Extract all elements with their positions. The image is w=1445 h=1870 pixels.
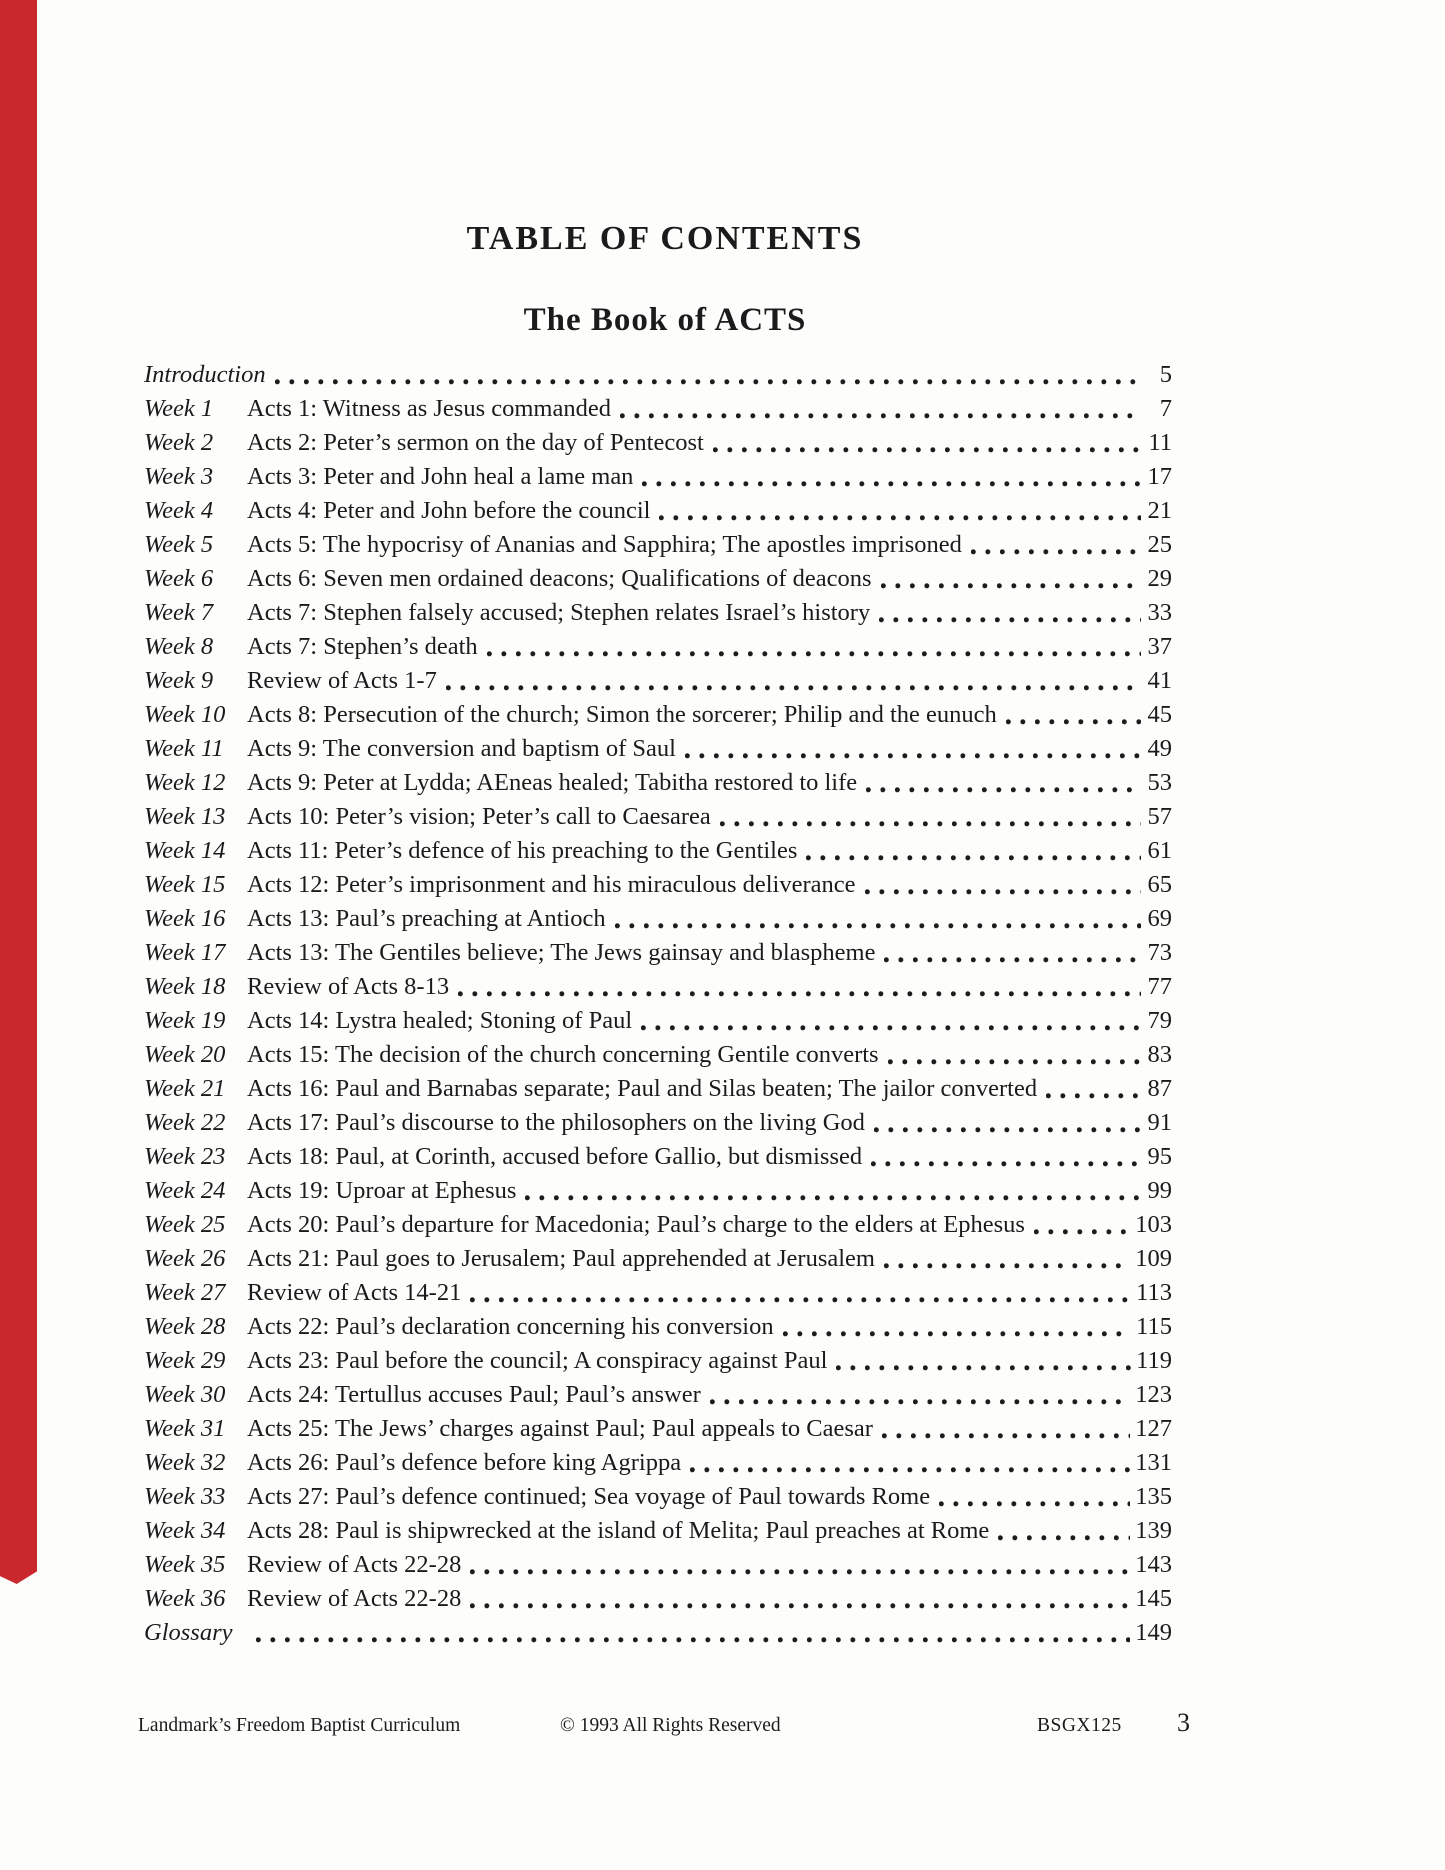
toc-row — [144, 1582, 1172, 1616]
toc-row — [144, 1174, 1172, 1208]
toc-row — [144, 1616, 1172, 1650]
toc-row-label: Week 29 — [144, 1347, 226, 1374]
toc-row-title: Acts 20: Paul’s departure for Macedonia; Paul’s charge to the elders at Ephesus — [247, 1211, 1025, 1238]
toc-row-title: Acts 1: Witness as Jesus commanded — [247, 395, 611, 422]
toc-row — [144, 664, 1172, 698]
toc-row — [144, 1140, 1172, 1174]
toc-row-leader-dots — [881, 583, 1141, 589]
toc-row-leader-dots — [256, 1637, 1130, 1643]
toc-row-leader-dots — [971, 549, 1141, 555]
toc-row-title: Acts 28: Paul is shipwrecked at the island of Melita; Paul preaches at Rome — [247, 1517, 990, 1544]
toc-row-page-number: 57 — [1147, 803, 1172, 830]
toc-row-title: Acts 5: The hypocrisy of Ananias and Sapphira; The apostles imprisoned — [247, 531, 962, 558]
toc-row-title: Acts 7: Stephen falsely accused; Stephen relates Israel’s history — [247, 599, 871, 626]
toc-row-label: Week 35 — [144, 1551, 226, 1578]
toc-row-page-number: 65 — [1147, 871, 1172, 898]
toc-row-leader-dots — [806, 855, 1141, 861]
toc-row-leader-dots — [874, 1127, 1141, 1133]
toc-row-page-number: 53 — [1147, 769, 1172, 796]
toc-row-title: Acts 17: Paul’s discourse to the philosophers on the living God — [247, 1109, 865, 1136]
toc-row — [144, 1378, 1172, 1412]
toc-row-title: Acts 14: Lystra healed; Stoning of Paul — [247, 1007, 633, 1034]
toc-row-title: Acts 24: Tertullus accuses Paul; Paul’s answer — [247, 1381, 701, 1408]
toc-row-leader-dots — [882, 1433, 1130, 1439]
toc-row-label: Week 10 — [144, 701, 226, 728]
toc-row-leader-dots — [871, 1161, 1141, 1167]
toc-row-page-number: 115 — [1136, 1313, 1172, 1340]
toc-row-leader-dots — [487, 651, 1141, 657]
toc-row — [144, 698, 1172, 732]
toc-row-title: Acts 21: Paul goes to Jerusalem; Paul apprehended at Jerusalem — [247, 1245, 875, 1272]
toc-row-page-number: 29 — [1147, 565, 1172, 592]
toc-row-leader-dots — [275, 379, 1141, 385]
toc-row-leader-dots — [783, 1331, 1132, 1337]
toc-row-leader-dots — [939, 1501, 1130, 1507]
toc-row-page-number: 25 — [1147, 531, 1172, 558]
toc-row-page-number: 109 — [1135, 1245, 1172, 1272]
toc-row-label: Week 27 — [144, 1279, 226, 1306]
toc-row-leader-dots — [836, 1365, 1131, 1371]
toc-row-label: Week 24 — [144, 1177, 226, 1204]
toc-row-page-number: 73 — [1147, 939, 1172, 966]
toc-row-leader-dots — [615, 923, 1141, 929]
toc-row — [144, 970, 1172, 1004]
toc-row-leader-dots — [620, 413, 1141, 419]
toc-row — [144, 834, 1172, 868]
toc-row-leader-dots — [470, 1569, 1130, 1575]
toc-row — [144, 1446, 1172, 1480]
toc-row-page-number: 79 — [1147, 1007, 1172, 1034]
toc-row-leader-dots — [690, 1467, 1130, 1473]
toc-row — [144, 1412, 1172, 1446]
toc-row-page-number: 69 — [1147, 905, 1172, 932]
toc-row-title: Acts 7: Stephen’s death — [247, 633, 478, 660]
toc-row-page-number: 143 — [1135, 1551, 1172, 1578]
toc-row-label: Week 34 — [144, 1517, 226, 1544]
toc-row-title: Acts 19: Uproar at Ephesus — [247, 1177, 517, 1204]
toc-row-title: Acts 9: Peter at Lydda; AEneas healed; Tabitha restored to life — [247, 769, 858, 796]
toc-row-leader-dots — [470, 1297, 1131, 1303]
toc-row-label: Week 21 — [144, 1075, 226, 1102]
toc-row-leader-dots — [446, 685, 1141, 691]
toc-row-leader-dots — [1006, 719, 1141, 725]
toc-row-leader-dots — [884, 957, 1141, 963]
toc-row-label: Week 31 — [144, 1415, 226, 1442]
toc-row-title: Acts 23: Paul before the council; A conspiracy against Paul — [247, 1347, 828, 1374]
toc-row-title: Review of Acts 8-13 — [247, 973, 450, 1000]
toc-row-page-number: 149 — [1135, 1619, 1172, 1646]
toc-row-leader-dots — [998, 1535, 1130, 1541]
toc-row-label: Week 3 — [144, 463, 214, 490]
toc-row-page-number: 33 — [1147, 599, 1172, 626]
toc-row-title: Acts 27: Paul’s defence continued; Sea voyage of Paul towards Rome — [247, 1483, 931, 1510]
toc-row — [144, 1344, 1172, 1378]
toc-row-page-number: 5 — [1159, 361, 1172, 388]
toc-row-page-number: 41 — [1147, 667, 1172, 694]
toc-row-title: Acts 6: Seven men ordained deacons; Qualifications of deacons — [247, 565, 872, 592]
toc-row-title: Acts 12: Peter’s imprisonment and his miraculous deliverance — [247, 871, 856, 898]
toc-row-label: Week 12 — [144, 769, 226, 796]
toc-row-page-number: 135 — [1135, 1483, 1172, 1510]
toc-row-label: Week 30 — [144, 1381, 226, 1408]
toc-row — [144, 1106, 1172, 1140]
toc-row-page-number: 103 — [1135, 1211, 1172, 1238]
toc-row-label: Week 20 — [144, 1041, 226, 1068]
toc-row-page-number: 37 — [1147, 633, 1172, 660]
toc-row — [144, 494, 1172, 528]
toc-row-page-number: 91 — [1147, 1109, 1172, 1136]
toc-row-label: Week 8 — [144, 633, 214, 660]
toc-row-label: Week 28 — [144, 1313, 226, 1340]
toc-row-label: Week 15 — [144, 871, 226, 898]
toc-row-title: Acts 13: Paul’s preaching at Antioch — [247, 905, 606, 932]
toc-row-title: Review of Acts 1-7 — [247, 667, 437, 694]
toc-row-label: Week 14 — [144, 837, 226, 864]
toc-row-label: Week 22 — [144, 1109, 226, 1136]
toc-row — [144, 596, 1172, 630]
toc-row-leader-dots — [713, 447, 1141, 453]
toc-row-title: Acts 2: Peter’s sermon on the day of Pentecost — [247, 429, 704, 456]
toc-row-leader-dots — [458, 991, 1141, 997]
toc-row-title: Acts 13: The Gentiles believe; The Jews gainsay and blaspheme — [247, 939, 876, 966]
red-scan-edge-stripe — [0, 0, 37, 1584]
toc-row — [144, 1480, 1172, 1514]
toc-row-leader-dots — [710, 1399, 1131, 1405]
toc-row-title: Acts 4: Peter and John before the council — [247, 497, 651, 524]
toc-row-leader-dots — [879, 617, 1141, 623]
toc-row-label: Week 33 — [144, 1483, 226, 1510]
toc-row — [144, 766, 1172, 800]
toc-row-page-number: 145 — [1135, 1585, 1172, 1612]
toc-row-label: Week 1 — [144, 395, 214, 422]
toc-row-page-number: 119 — [1136, 1347, 1172, 1374]
toc-row-leader-dots — [866, 787, 1141, 793]
toc-row-label: Week 26 — [144, 1245, 226, 1272]
toc-row-page-number: 83 — [1147, 1041, 1172, 1068]
toc-row-label: Week 32 — [144, 1449, 226, 1476]
toc-row-leader-dots — [865, 889, 1141, 895]
toc-row-page-number: 11 — [1148, 429, 1172, 456]
toc-row-title: Review of Acts 22-28 — [247, 1585, 462, 1612]
toc-row-label: Week 19 — [144, 1007, 226, 1034]
toc-row — [144, 1242, 1172, 1276]
toc-row-page-number: 21 — [1147, 497, 1172, 524]
toc-row-label: Week 23 — [144, 1143, 226, 1170]
toc-row — [144, 800, 1172, 834]
toc-row-page-number: 99 — [1147, 1177, 1172, 1204]
toc-row-title: Acts 26: Paul’s defence before king Agrippa — [247, 1449, 682, 1476]
footer-product-code: BSGX125 — [1037, 1715, 1122, 1736]
toc-row-leader-dots — [659, 515, 1141, 521]
toc-row-page-number: 7 — [1159, 395, 1172, 422]
table-of-contents — [144, 358, 1172, 1650]
toc-row-leader-dots — [525, 1195, 1141, 1201]
toc-row-page-number: 49 — [1147, 735, 1172, 762]
toc-row-leader-dots — [642, 481, 1141, 487]
toc-row-title: Acts 3: Peter and John heal a lame man — [247, 463, 634, 490]
footer-page-number: 3 — [1177, 1708, 1190, 1737]
toc-row-title: Review of Acts 22-28 — [247, 1551, 462, 1578]
toc-row — [144, 1072, 1172, 1106]
toc-row — [144, 936, 1172, 970]
toc-row-title: Acts 8: Persecution of the church; Simon the sorcerer; Philip and the eunuch — [247, 701, 997, 728]
toc-row-label: Week 6 — [144, 565, 214, 592]
toc-row-leader-dots — [470, 1603, 1130, 1609]
toc-row-title: Acts 15: The decision of the church concerning Gentile converts — [247, 1041, 879, 1068]
toc-row-label: Week 36 — [144, 1585, 226, 1612]
page-footer — [138, 1708, 1190, 1746]
toc-row-title: Acts 16: Paul and Barnabas separate; Paul and Silas beaten; The jailor converted — [247, 1075, 1038, 1102]
toc-row-title: Acts 22: Paul’s declaration concerning his conversion — [247, 1313, 774, 1340]
toc-row-label: Introduction — [144, 361, 266, 388]
toc-row-leader-dots — [884, 1263, 1130, 1269]
toc-row — [144, 392, 1172, 426]
toc-row-leader-dots — [1046, 1093, 1141, 1099]
book-title: The Book of ACTS — [523, 302, 807, 338]
toc-row-label: Week 13 — [144, 803, 226, 830]
toc-row — [144, 1548, 1172, 1582]
toc-row-page-number: 61 — [1147, 837, 1172, 864]
toc-row-label: Week 9 — [144, 667, 214, 694]
toc-row-page-number: 87 — [1147, 1075, 1172, 1102]
toc-row-title: Acts 25: The Jews’ charges against Paul; Paul appeals to Caesar — [247, 1415, 873, 1442]
toc-row-leader-dots — [641, 1025, 1141, 1031]
toc-row — [144, 358, 1172, 392]
toc-row-label: Week 5 — [144, 531, 214, 558]
toc-row-label: Week 25 — [144, 1211, 226, 1238]
toc-row — [144, 868, 1172, 902]
toc-row-page-number: 77 — [1147, 973, 1172, 1000]
toc-row — [144, 1004, 1172, 1038]
toc-row-label: Week 17 — [144, 939, 226, 966]
toc-row-title: Acts 18: Paul, at Corinth, accused before Gallio, but dismissed — [247, 1143, 863, 1170]
toc-row-leader-dots — [888, 1059, 1141, 1065]
footer-publisher: Landmark’s Freedom Baptist Curriculum — [138, 1715, 461, 1736]
toc-row — [144, 460, 1172, 494]
footer-copyright: © 1993 All Rights Reserved — [560, 1715, 781, 1736]
toc-row — [144, 528, 1172, 562]
toc-row — [144, 1310, 1172, 1344]
toc-row-leader-dots — [720, 821, 1141, 827]
toc-row-label: Week 18 — [144, 973, 226, 1000]
toc-row-label: Week 7 — [144, 599, 214, 626]
toc-row-page-number: 95 — [1147, 1143, 1172, 1170]
toc-row-page-number: 113 — [1136, 1279, 1172, 1306]
toc-row-title: Acts 11: Peter’s defence of his preaching to the Gentiles — [247, 837, 798, 864]
toc-row-label: Week 2 — [144, 429, 214, 456]
toc-row — [144, 562, 1172, 596]
toc-row-title: Review of Acts 14-21 — [247, 1279, 462, 1306]
toc-row-label: Glossary — [144, 1619, 233, 1646]
toc-row-label: Week 4 — [144, 497, 214, 524]
toc-row-page-number: 139 — [1135, 1517, 1172, 1544]
toc-row-label: Week 16 — [144, 905, 226, 932]
toc-row — [144, 630, 1172, 664]
page-title: TABLE OF CONTENTS — [466, 220, 864, 257]
toc-row-title: Acts 10: Peter’s vision; Peter’s call to Caesarea — [247, 803, 711, 830]
toc-row — [144, 1514, 1172, 1548]
toc-row-page-number: 123 — [1135, 1381, 1172, 1408]
toc-row-label: Week 11 — [144, 735, 224, 762]
toc-row-page-number: 131 — [1135, 1449, 1172, 1476]
toc-row-page-number: 17 — [1147, 463, 1172, 490]
toc-row — [144, 902, 1172, 936]
toc-row-page-number: 127 — [1135, 1415, 1172, 1442]
toc-row — [144, 1276, 1172, 1310]
toc-row — [144, 732, 1172, 766]
toc-row — [144, 1038, 1172, 1072]
toc-row — [144, 1208, 1172, 1242]
toc-row-title: Acts 9: The conversion and baptism of Saul — [247, 735, 676, 762]
toc-row-page-number: 45 — [1147, 701, 1172, 728]
toc-row — [144, 426, 1172, 460]
toc-row-leader-dots — [1034, 1229, 1130, 1235]
toc-row-leader-dots — [685, 753, 1141, 759]
